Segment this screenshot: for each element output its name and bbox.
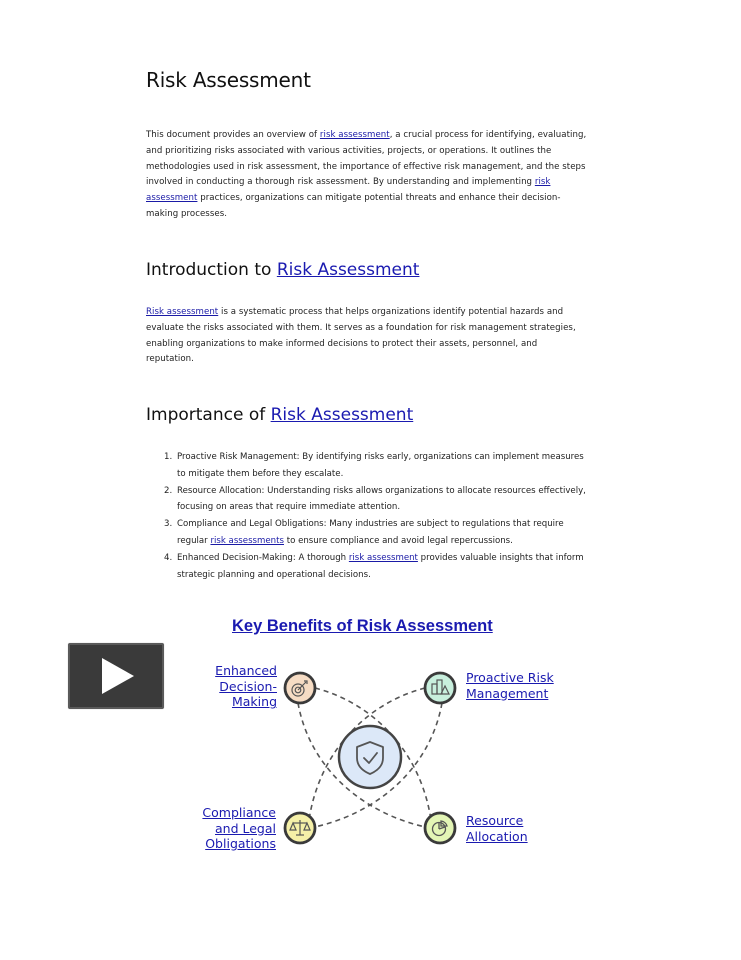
list-item-text: Enhanced Decision-Making: A thorough	[177, 553, 349, 564]
list-item-text: to ensure compliance and avoid legal repercussions.	[283, 535, 513, 546]
list-number: 1.	[164, 452, 173, 462]
introduction-text: is a systematic process that helps organizations identify potential hazards and evaluate the risks associated with them. It serves as a foundation for risk management strategies, enabling organizations to make informed decisions to protect their assets, personnel, and reputation.	[146, 307, 576, 365]
list-item	[146, 483, 591, 516]
label-line: Compliance	[202, 805, 276, 820]
label-line: Obligations	[205, 836, 276, 851]
risk-assessments-link[interactable]: risk assessments	[210, 535, 284, 546]
video-play-button[interactable]	[68, 643, 164, 709]
page-title: Risk Assessment	[146, 68, 311, 92]
list-item	[146, 449, 591, 482]
label-line: Proactive Risk	[466, 670, 554, 685]
label-proactive-risk-management[interactable]	[466, 670, 576, 701]
heading-text: Introduction to	[146, 260, 277, 280]
risk-assessment-link[interactable]: Risk assessment	[146, 307, 219, 317]
section-heading-importance	[146, 405, 413, 425]
benefits-diagram	[270, 660, 470, 860]
risk-assessment-link[interactable]: risk assessment	[348, 553, 418, 564]
label-line: Enhanced	[215, 663, 277, 678]
introduction-paragraph	[146, 305, 581, 368]
label-line: Resource	[466, 813, 524, 828]
heading-text: Importance of	[146, 405, 271, 425]
list-item	[146, 550, 591, 583]
center-node	[339, 726, 401, 788]
label-line: Allocation	[466, 828, 528, 844]
node-resource-allocation[interactable]	[425, 813, 455, 843]
intro-text-2: , a crucial process for identifying, evaluating, and prioritizing risks associated with various activities, projects, or operations. It outlines the methodologies used in risk assessment, the importance of effective risk management, and the steps involved in conducting a thorough risk assessment. By understanding and implementing	[146, 130, 587, 188]
risk-assessment-link[interactable]: risk assessment	[319, 130, 390, 140]
list-item	[146, 516, 591, 549]
play-icon	[100, 657, 136, 695]
label-line: Decision-	[219, 678, 277, 694]
node-compliance-legal[interactable]	[285, 813, 315, 843]
list-number: 4.	[164, 553, 173, 564]
risk-assessment-heading-link[interactable]: Risk Assessment	[270, 405, 414, 425]
list-number: 2.	[164, 485, 173, 496]
label-resource-allocation[interactable]	[466, 813, 556, 844]
intro-paragraph	[146, 128, 591, 223]
intro-text-1: This document provides an overview of	[146, 130, 320, 140]
list-item-text: provides valuable insights that inform strategic planning and operational decisions.	[177, 553, 584, 580]
node-proactive-risk-management[interactable]	[425, 673, 455, 703]
list-item-text: Resource Allocation: Understanding risks allows organizations to allocate resources effectively, focusing on areas that require immediate attention.	[177, 485, 586, 513]
node-enhanced-decision-making[interactable]	[285, 673, 315, 703]
intro-text-3: practices, organizations can mitigate potential threats and enhance their decision-making processes.	[146, 193, 561, 219]
diagram-title[interactable]: Key Benefits of Risk Assessment	[232, 617, 493, 635]
label-enhanced-decision-making[interactable]	[200, 663, 277, 710]
risk-assessment-heading-link[interactable]: Risk Assessment	[276, 260, 420, 280]
label-line: Making	[231, 694, 277, 709]
list-item-text: Compliance and Legal Obligations: Many industries are subject to regulations that require regular	[177, 519, 564, 546]
list-number: 3.	[164, 519, 173, 530]
label-compliance-legal-obligations[interactable]	[195, 805, 276, 852]
list-item-text: Proactive Risk Management: By identifying risks early, organizations can implement measures to mitigate them before they escalate.	[177, 452, 584, 479]
risk-assessment-link[interactable]: risk assessment	[146, 177, 551, 204]
label-line: and Legal	[215, 820, 276, 836]
label-line: Management	[466, 685, 549, 701]
section-heading-introduction	[146, 260, 419, 280]
importance-list	[146, 449, 591, 584]
